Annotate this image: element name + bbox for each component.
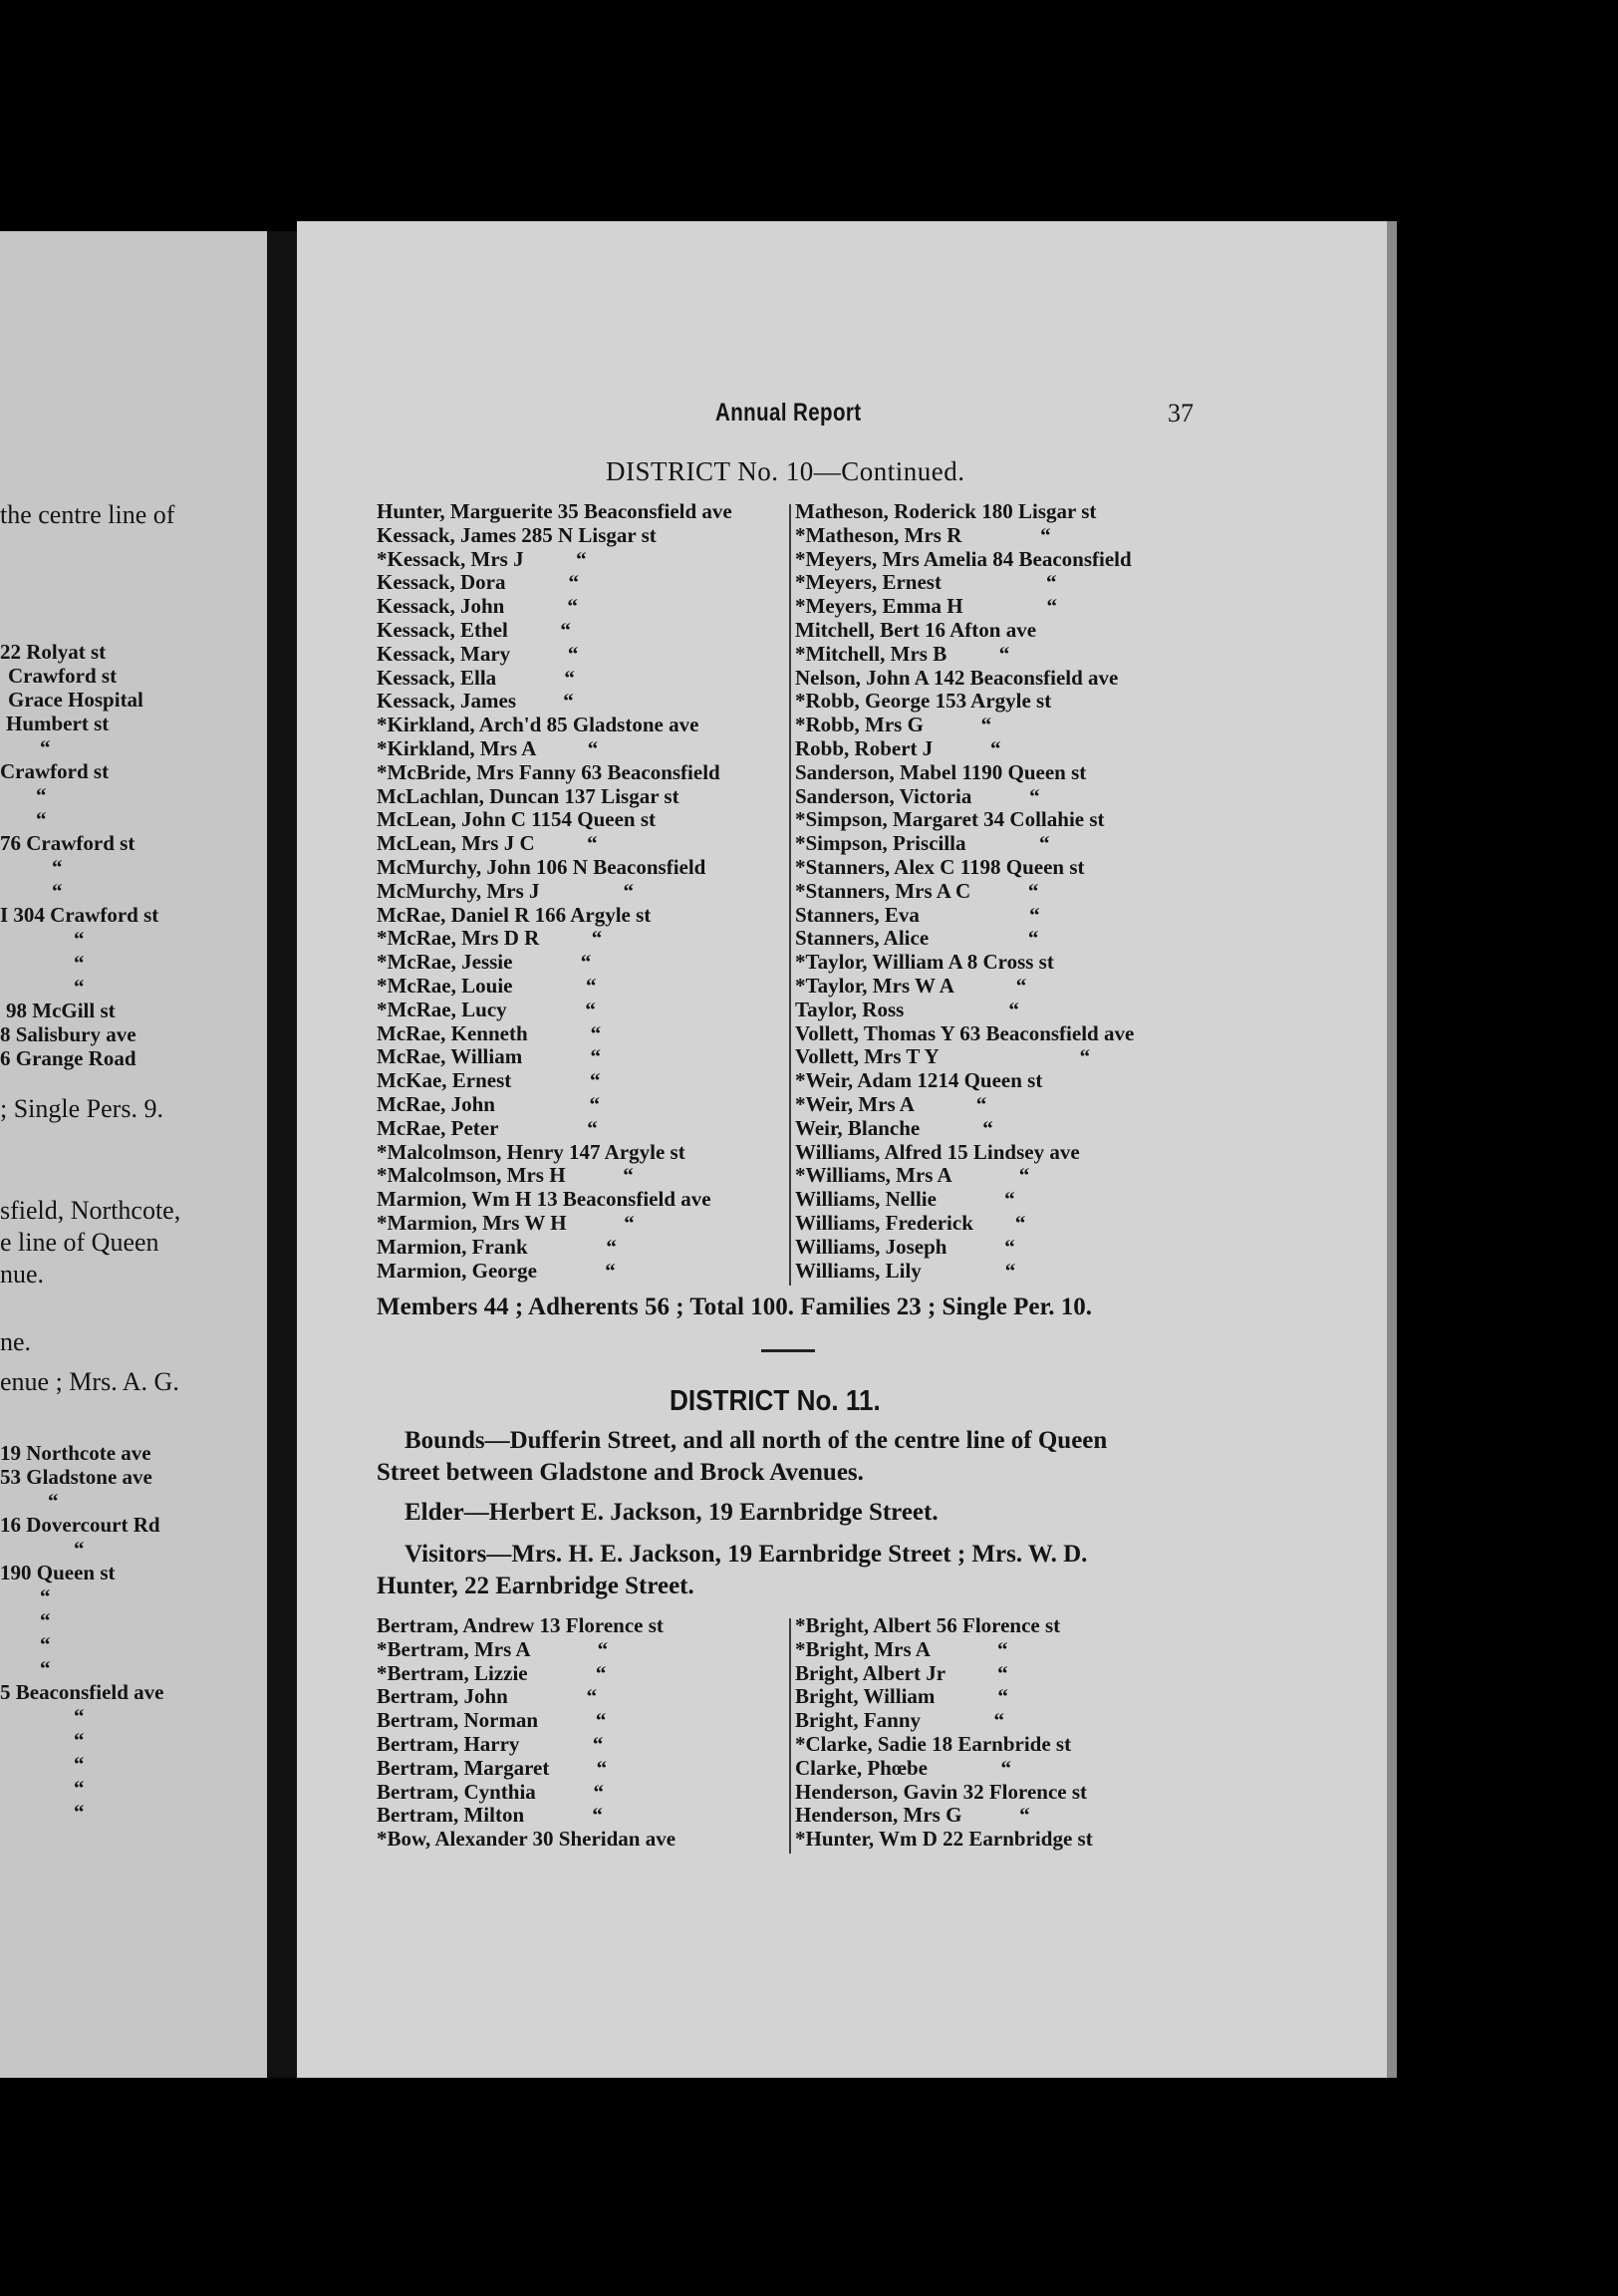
list-item: Bright, Albert Jr “	[795, 1660, 1008, 1685]
list-item: Bertram, Harry “	[377, 1731, 604, 1756]
list-item: *Williams, Mrs A “	[795, 1163, 1030, 1188]
district-11-title: DISTRICT No. 11.	[670, 1385, 881, 1417]
district-11-elder: Elder—Herbert E. Jackson, 19 Earnbridge Street.	[404, 1499, 939, 1526]
page-header	[297, 399, 1387, 438]
list-item: *McRae, Mrs D R “	[377, 926, 603, 951]
list-item: Henderson, Gavin 32 Florence st	[795, 1779, 1088, 1804]
district-10-heading: DISTRICT No. 10—Continued.	[606, 456, 965, 486]
left-page-line: “	[74, 927, 85, 951]
list-item: McLean, Mrs J C “	[377, 831, 598, 856]
left-page-line: I 304 Crawford st	[0, 903, 159, 927]
left-page-line: “	[40, 1608, 51, 1632]
left-page-line: “	[74, 1752, 85, 1776]
left-page-line: “	[74, 1728, 85, 1752]
list-item: *Robb, Mrs G “	[795, 713, 992, 737]
left-page-line: “	[48, 1489, 59, 1513]
list-item: McLachlan, Duncan 137 Lisgar st	[377, 783, 679, 808]
page-number: 37	[1168, 399, 1194, 428]
list-item: Matheson, Roderick 180 Lisgar st	[795, 499, 1097, 523]
left-page-line: “	[74, 951, 85, 975]
list-item: McMurchy, John 106 N Beaconsfield	[377, 854, 706, 879]
list-item: Nelson, John A 142 Beaconsfield ave	[795, 665, 1119, 690]
left-page-line: “	[74, 1776, 85, 1800]
right-page	[297, 221, 1387, 2078]
list-item: *Robb, George 153 Argyle st	[795, 689, 1052, 714]
list-item: Sanderson, Mabel 1190 Queen st	[795, 759, 1087, 784]
left-page-line: sfield, Northcote,	[0, 1196, 181, 1225]
list-item: *Taylor, Mrs W A “	[795, 973, 1027, 998]
district-10-right-column	[795, 500, 1134, 1283]
district-10-left-column	[377, 500, 732, 1283]
list-item: *Simpson, Margaret 34 Collahie st	[795, 807, 1105, 832]
list-item: *McRae, Louie “	[377, 973, 597, 998]
left-page-line: “	[40, 1584, 51, 1608]
list-item: Kessack, Ethel “	[377, 617, 571, 642]
left-page-line: 6 Grange Road	[0, 1046, 136, 1070]
list-item: *Stanners, Alex C 1198 Queen st	[795, 854, 1085, 879]
list-item: *Bertram, Mrs A “	[377, 1636, 609, 1661]
left-page-line: 22 Rolyat st	[0, 640, 107, 664]
list-item: Weir, Blanche “	[795, 1115, 993, 1140]
list-item: *Clarke, Sadie 18 Earnbride st	[795, 1731, 1072, 1756]
left-page-line: 98 McGill st	[6, 999, 116, 1022]
list-item: McRae, Kenneth “	[377, 1020, 602, 1045]
district-11-left-column	[377, 1614, 675, 1852]
list-item: Williams, Frederick “	[795, 1210, 1026, 1235]
left-page-line: “	[74, 1537, 85, 1561]
list-item: Williams, Nellie “	[795, 1187, 1015, 1212]
left-page-line: “	[40, 1656, 51, 1680]
list-item: Williams, Joseph “	[795, 1234, 1015, 1259]
list-item: Williams, Lily “	[795, 1258, 1016, 1283]
list-item: *Weir, Mrs A “	[795, 1091, 987, 1116]
list-item: *Malcolmson, Mrs H “	[377, 1163, 634, 1188]
list-item: Kessack, Mary “	[377, 641, 579, 666]
list-item: McMurchy, Mrs J “	[377, 878, 634, 903]
left-page-line: “	[36, 807, 47, 831]
district-11-bounds: Bounds—Dufferin Street, and all north of the centre line of Queen	[404, 1427, 1108, 1454]
left-page-line: Humbert st	[6, 712, 110, 735]
left-page-line: 19 Northcote ave	[0, 1441, 151, 1465]
left-page-line: Crawford st	[8, 664, 118, 688]
list-item: *Matheson, Mrs R “	[795, 522, 1051, 547]
list-item: Robb, Robert J “	[795, 735, 1001, 760]
left-page-line: “	[74, 975, 85, 999]
list-item: Stanners, Alice “	[795, 926, 1039, 951]
list-item: *Bow, Alexander 30 Sheridan ave	[377, 1827, 676, 1852]
list-item: *Meyers, Emma H “	[795, 594, 1058, 619]
list-item: *Hunter, Wm D 22 Earnbridge st	[795, 1827, 1093, 1852]
left-page	[0, 231, 267, 2078]
list-item: Vollett, Mrs T Y “	[795, 1044, 1091, 1069]
list-item: Sanderson, Victoria “	[795, 783, 1040, 808]
column-divider	[789, 1618, 791, 1854]
district-11-bounds-cont: Street between Gladstone and Brock Avenues.	[377, 1459, 864, 1486]
list-item: *McBride, Mrs Fanny 63 Beaconsfield	[377, 759, 720, 784]
page-edge	[1387, 221, 1397, 2078]
list-item: Marmion, Wm H 13 Beaconsfield ave	[377, 1187, 711, 1212]
left-page-line: e line of Queen	[0, 1228, 159, 1257]
left-page-line: “	[36, 783, 47, 807]
list-item: *Bright, Mrs A “	[795, 1636, 1008, 1661]
list-item: Bertram, Cynthia “	[377, 1779, 605, 1804]
left-page-line: “	[52, 879, 63, 903]
left-page-line: enue ; Mrs. A. G.	[0, 1367, 179, 1396]
section-rule	[761, 1349, 815, 1352]
district-11-visitors: Visitors—Mrs. H. E. Jackson, 19 Earnbridge Street ; Mrs. W. D.	[404, 1541, 1088, 1568]
list-item: *Malcolmson, Henry 147 Argyle st	[377, 1139, 685, 1164]
running-title: Annual Report	[715, 399, 862, 427]
list-item: Henderson, Mrs G “	[795, 1803, 1030, 1828]
list-item: Williams, Alfred 15 Lindsey ave	[795, 1139, 1080, 1164]
list-item: Clarke, Phœbe “	[795, 1755, 1011, 1780]
left-page-line: “	[52, 855, 63, 879]
list-item: *Meyers, Mrs Amelia 84 Beaconsfield	[795, 546, 1132, 571]
list-item: Marmion, Frank “	[377, 1234, 617, 1259]
list-item: *Kirkland, Arch'd 85 Gladstone ave	[377, 713, 699, 737]
list-item: McLean, John C 1154 Queen st	[377, 807, 657, 832]
list-item: Kessack, John “	[377, 594, 578, 619]
left-page-line: “	[74, 1704, 85, 1728]
left-page-line: the centre line of	[0, 500, 175, 529]
list-item: *Taylor, William A 8 Cross st	[795, 950, 1054, 975]
list-item: *Bertram, Lizzie “	[377, 1660, 607, 1685]
list-item: Kessack, James “	[377, 689, 574, 714]
list-item: Mitchell, Bert 16 Afton ave	[795, 617, 1037, 642]
list-item: McKae, Ernest “	[377, 1068, 601, 1093]
list-item: McRae, William “	[377, 1044, 601, 1069]
list-item: *Weir, Adam 1214 Queen st	[795, 1068, 1043, 1093]
left-page-line: 16 Dovercourt Rd	[0, 1513, 160, 1537]
column-divider	[789, 504, 791, 1286]
list-item: Hunter, Marguerite 35 Beaconsfield ave	[377, 499, 732, 523]
left-page-line: 190 Queen st	[0, 1561, 116, 1584]
list-item: *Mitchell, Mrs B “	[795, 641, 1010, 666]
left-page-line: ne.	[0, 1327, 32, 1356]
list-item: *McRae, Jessie “	[377, 950, 592, 975]
list-item: Bertram, John “	[377, 1684, 598, 1709]
left-page-line: 8 Salisbury ave	[0, 1022, 136, 1046]
list-item: *Bright, Albert 56 Florence st	[795, 1613, 1061, 1637]
list-item: Kessack, Ella “	[377, 665, 575, 690]
list-item: Taylor, Ross “	[795, 997, 1019, 1021]
list-item: Vollett, Thomas Y 63 Beaconsfield ave	[795, 1020, 1135, 1045]
left-page-line: ; Single Pers. 9.	[0, 1094, 163, 1123]
list-item: Bertram, Milton “	[377, 1803, 603, 1828]
list-item: *Meyers, Ernest “	[795, 570, 1057, 595]
list-item: McRae, Daniel R 166 Argyle st	[377, 902, 652, 927]
list-item: Bertram, Andrew 13 Florence st	[377, 1613, 664, 1637]
list-item: Kessack, James 285 N Lisgar st	[377, 522, 657, 547]
book-gutter	[267, 231, 297, 2078]
list-item: Bright, Fanny “	[795, 1708, 1005, 1733]
list-item: Bertram, Norman “	[377, 1708, 607, 1733]
list-item: *Stanners, Mrs A C “	[795, 878, 1039, 903]
list-item: *Marmion, Mrs W H “	[377, 1210, 635, 1235]
left-page-line: 5 Beaconsfield ave	[0, 1680, 164, 1704]
list-item: *Kessack, Mrs J “	[377, 546, 587, 571]
list-item: Bright, William “	[795, 1684, 1008, 1709]
left-page-line: nue.	[0, 1260, 45, 1289]
district-11-right-column	[795, 1614, 1093, 1852]
list-item: *McRae, Lucy “	[377, 997, 596, 1021]
district-10-summary: Members 44 ; Adherents 56 ; Total 100. Families 23 ; Single Per. 10.	[377, 1293, 1093, 1320]
list-item: Stanners, Eva “	[795, 902, 1040, 927]
left-page-line: Grace Hospital	[8, 688, 143, 712]
district-11-visitors-cont: Hunter, 22 Earnbridge Street.	[377, 1573, 694, 1599]
list-item: Bertram, Margaret “	[377, 1755, 608, 1780]
left-page-line: 76 Crawford st	[0, 831, 135, 855]
left-page-line: 53 Gladstone ave	[0, 1465, 152, 1489]
left-page-line: “	[74, 1800, 85, 1824]
list-item: McRae, Peter “	[377, 1115, 598, 1140]
list-item: Marmion, George “	[377, 1258, 616, 1283]
left-page-line: “	[40, 1632, 51, 1656]
list-item: *Kirkland, Mrs A “	[377, 735, 599, 760]
list-item: Kessack, Dora “	[377, 570, 579, 595]
list-item: *Simpson, Priscilla “	[795, 831, 1050, 856]
list-item: McRae, John “	[377, 1091, 600, 1116]
left-page-line: “	[40, 735, 51, 759]
left-page-line: Crawford st	[0, 759, 110, 783]
